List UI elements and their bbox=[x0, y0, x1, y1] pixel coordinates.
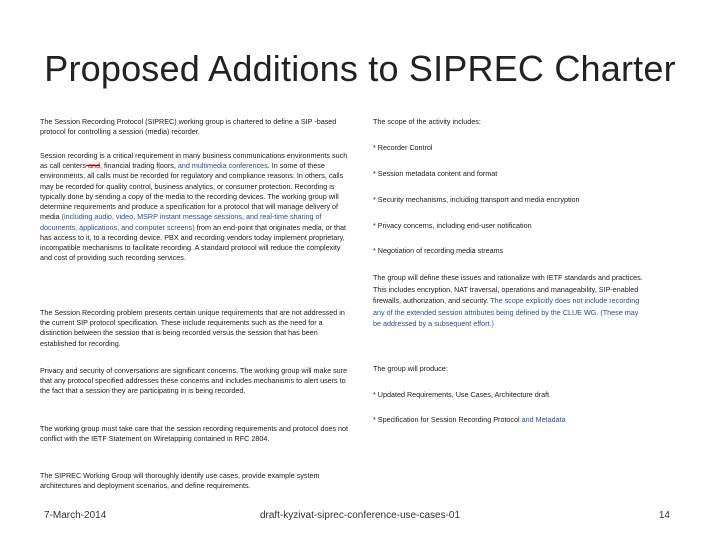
charter-intro-paragraph: The Session Recording Protocol (SIPREC) working group is chartered to define a SIP -based protocol for controlling a session (media) recorder. bbox=[40, 117, 337, 137]
deliverable-requirements: * Updated Requirements, Use Cases, Architecture draft bbox=[373, 390, 550, 399]
paragraph-text: * Specification for Session Recording Protocol bbox=[373, 415, 522, 424]
added-text: and Metadata bbox=[521, 415, 566, 424]
scope-item-security: * Security mechanisms, including transport and media encryption bbox=[373, 195, 580, 204]
footer-document-name: draft-kyzivat-siprec-conference-use-cases-01 bbox=[259, 510, 461, 521]
paragraph-text: from an end-point that originates media, or that has access to it, to a recording device. PBX and recording vendors today implement proprietary, incompatible mechanisms to facilitate recording. A standard protocol will reduce the complexity and cost of providing such recording services. bbox=[40, 222, 347, 263]
privacy-security-paragraph: Privacy and security of conversations are significant concerns. The working group will make sure that any protocol specified addresses these concerns and includes mechanisms to alert users to the fact that a session they are participating in is being recorded. bbox=[40, 366, 348, 396]
paragraph-text: . In some of these environments, all calls must be recorded for regulatory and compliance reasons. In others, calls may be recorded for quality control, business analytics, or consumer protection. Recording is typically done by sending a copy of the media to the recording devices. The working group will determine requirements and produce a specification for a protocol that will manage delivery of media bbox=[40, 161, 344, 222]
unique-requirements-paragraph: The Session Recording problem presents certain unique requirements that are not addressed in the current SIP protocol specification. These include requirements such as the need for a distinction between the session that is being recorded versus the session that has been established for recording. bbox=[40, 308, 345, 348]
deliverable-protocol-spec bbox=[373, 415, 643, 425]
scope-item-recorder-control: * Recorder Control bbox=[373, 143, 433, 152]
added-text: The scope explicitly does not include recording any of the extended session attributes being defined by the CLUE WG. (These may be addressed by a subsequent effort.) bbox=[373, 296, 640, 329]
paragraph-text: , financial trading floors, bbox=[99, 161, 178, 171]
standards-paragraph bbox=[373, 272, 643, 330]
slide-title: Proposed Additions to SIPREC Charter bbox=[44, 48, 676, 89]
footer-date: 7-March-2014 bbox=[44, 510, 107, 521]
paragraph-text: The group will define these issues and rationalize with IETF standards and practices. This includes encryption, NAT traversal, operations and manageability, SIP-enabled firewalls, authorization, and security. bbox=[373, 273, 643, 306]
scope-heading: The scope of the activity includes: bbox=[373, 117, 481, 126]
paragraph-text: Session recording is a critical requirement in many business communications environments such as call centers bbox=[40, 151, 348, 171]
struck-text: and bbox=[85, 161, 100, 171]
recording-requirement-paragraph bbox=[40, 151, 352, 263]
scope-item-negotiation: * Negotiation of recording media streams bbox=[373, 246, 504, 255]
added-text: (including audio, video, MSRP instant message sessions, and real-time sharing of documents, applications, and computer screens) bbox=[40, 212, 322, 232]
scope-item-metadata: * Session metadata content and format bbox=[373, 169, 498, 178]
scope-item-privacy: * Privacy concerns, including end-user notification bbox=[373, 221, 532, 230]
wiretapping-paragraph: The working group must take care that the session recording requirements and protocol does not conflict with the IETF Statement on Wiretapping contained in RFC 2804. bbox=[40, 424, 349, 444]
added-text: and multimedia conferences bbox=[177, 161, 268, 171]
use-cases-paragraph: The SIPREC Working Group will thoroughly identify use cases, provide example system architectures and deployment scenarios, and define requirements. bbox=[40, 471, 320, 491]
produce-heading: The group will produce: bbox=[373, 364, 448, 373]
footer-page-number: 14 bbox=[658, 510, 670, 521]
